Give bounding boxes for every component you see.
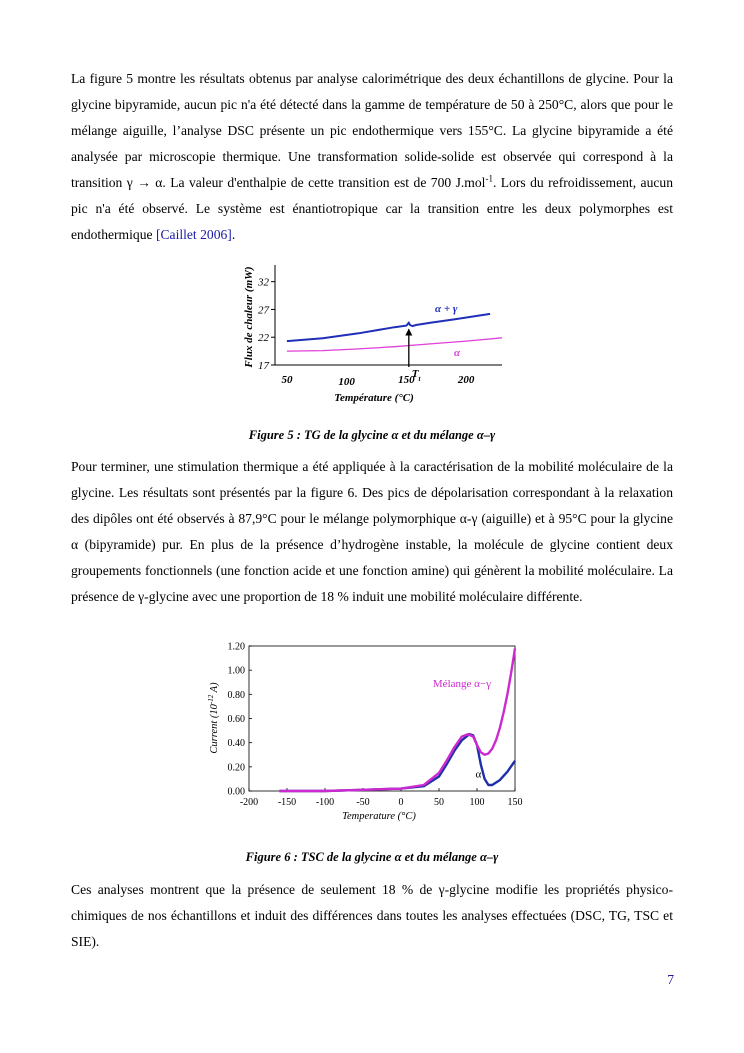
figure-6-y-axis-label: Current ($10^{-12}$ A): [207, 682, 220, 754]
figure-5-arrow-head: [405, 328, 412, 335]
figure-5-y-axis-label: Flux de chaleur (mW): [243, 266, 255, 368]
figure-6-y-tick-label: 0.60: [227, 714, 245, 725]
figure-6-chart: [204, 636, 534, 831]
figure-6-x-tick-label: -200: [239, 797, 259, 808]
figure-6-y-tick-label: 0.20: [227, 762, 245, 774]
figure-6-caption: Figure 6 : TSC de la glycine α et du mélange α–γ: [245, 850, 499, 864]
figure-5-chart: [230, 255, 520, 405]
figure-6-x-tick-label: -50: [356, 797, 370, 808]
citation-link[interactable]: [Caillet 2006]: [155, 227, 232, 242]
figure-5-x-tick-label: 150: [398, 374, 415, 386]
figure-5-transition-label: $T_t$: [411, 368, 421, 383]
figure-6-x-tick-label: 150: [507, 797, 523, 808]
figure-5-series-label: α: [454, 346, 461, 359]
figure-5-y-tick-label: 17: [258, 360, 269, 372]
para1-text-a: La figure 5 montre les résultats obtenus par analyse calorimétrique des deux échantillons de glycine. Pour la glycine bipyramide, aucun pic n'a été détecté dans la gamme de température de 50 à 250°C, alors que pour le mélange aiguille, l’analyse DSC présente un pic endothermique vers 155°C. La glycine bipyramide a été analysée par microscopie thermique. Une transformation solide-solide est observée qui correspond à la transition γ → α. La valeur d'enthalpie de cette transition est de 700 J.mol: [71, 71, 673, 190]
figure-5-series-line: [287, 314, 490, 341]
para1-text-b: . Lors du refroidissement, aucun pic n'a été observé. Le système est énantiotropique car la transition entre les deux polymorphes est endothermique: [71, 175, 674, 242]
figure-5-series-label: α + γ: [435, 302, 458, 315]
figure-6-y-tick-label: 1.20: [227, 641, 245, 653]
figure-5-x-axis-label: Température (°C): [334, 392, 414, 404]
figure-6-legend-alpha: α: [475, 768, 482, 781]
figure-5-x-tick-label: 50: [281, 374, 293, 386]
figure-6-y-tick-label: 1.00: [227, 665, 245, 677]
figure-6-x-tick-label: 50: [434, 797, 444, 808]
figure-6-y-tick-label: 0.40: [227, 738, 245, 750]
figure-6-x-tick-label: -150: [277, 797, 297, 808]
figure-6-y-tick-label: 0.80: [227, 689, 245, 701]
figure-6-x-tick-label: -100: [315, 797, 335, 808]
paragraph-intro: [71, 66, 673, 248]
figure-5-x-tick-label: 200: [457, 374, 475, 386]
para1-end: .: [231, 227, 236, 242]
figure-6-legend-melange: Mélange α−γ: [432, 678, 491, 691]
paragraph-conclusion: Ces analyses montrent que la présence de seulement 18 % de γ-glycine modifie les propriétés physico-chimiques de nos échantillons et induit des différences dans toutes les analyses effectuées (DSC, TG, TSC et SIE).: [71, 882, 673, 949]
figure-6-series-line: [279, 734, 515, 791]
figure-6-y-tick-label: 0.00: [227, 786, 245, 798]
figure-5-y-tick-label: 32: [258, 276, 269, 289]
page-number: 7: [667, 972, 674, 987]
figure-5-y-tick-label: 22: [258, 332, 269, 345]
figure-5-y-tick-label: 27: [258, 304, 269, 317]
figure-6-x-tick-label: 0: [398, 797, 404, 808]
figure-6-x-tick-label: 100: [469, 797, 485, 808]
para1-superscript: -1: [485, 173, 493, 184]
figure-5-series-line: [287, 338, 502, 351]
paragraph-tsc: Pour terminer, une stimulation thermique a été appliquée à la caractérisation de la mobilité moléculaire de la glycine. Les résultats sont présentés par la figure 6. Des pics de dépolarisation correspondant à la relaxation des dipôles ont été observés à 87,9°C pour le mélange polymorphique α-γ (aiguille) et à 95°C pour la glycine α (bipyramide) pur. En plus de la présence d’hydrogène instable, la molécule de glycine contient deux groupements fonctionnels (une fonction acide et une fonction amine) qui génèrent la mobilité moléculaire. La présence de γ-glycine avec une proportion de 18 % induit une mobilité moléculaire différente.: [71, 459, 673, 604]
figure-5-caption: Figure 5 : TG de la glycine α et du mélange α–γ: [248, 428, 496, 442]
figure-6-x-axis-label: Temperature (°C): [342, 811, 416, 822]
figure-5-x-tick-label: 100: [338, 376, 355, 388]
